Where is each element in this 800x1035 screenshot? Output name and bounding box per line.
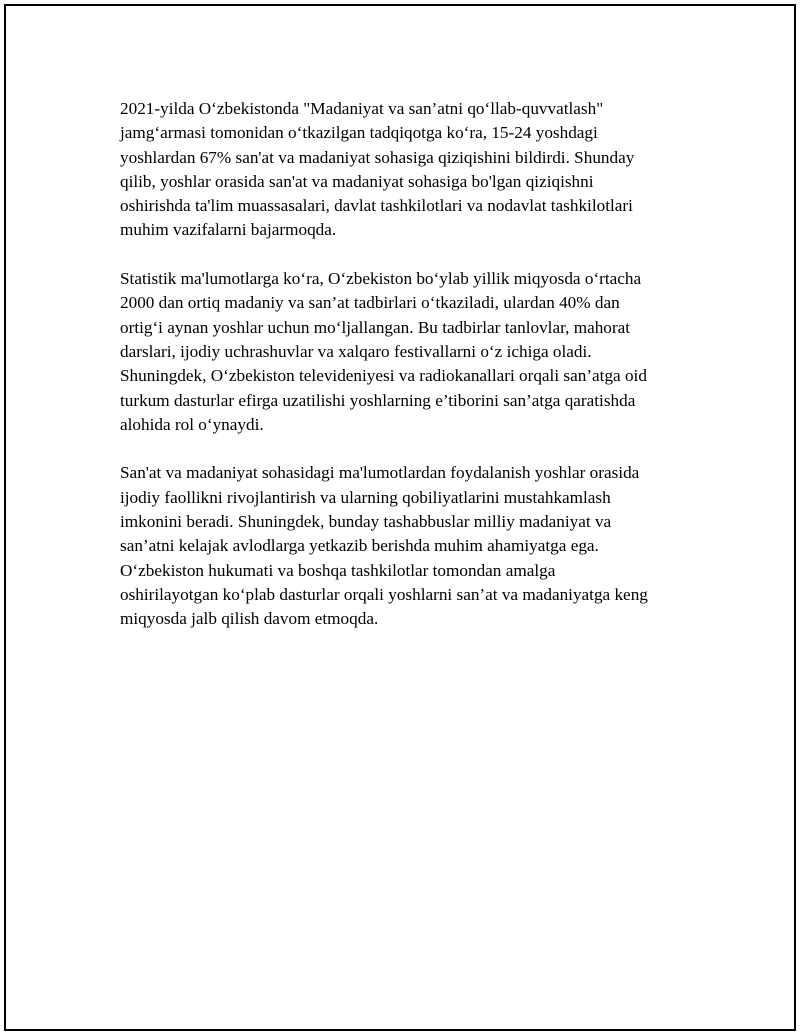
text-line: miqyosda jalb qilish davom etmoqda. bbox=[120, 609, 379, 629]
text-line: jamg‘armasi tomonidan o‘tkazilgan tadqiqotga ko‘ra, 15-24 yoshdagi bbox=[120, 123, 598, 143]
text-line: imkonini beradi. Shuningdek, bunday tashabbuslar milliy madaniyat va bbox=[120, 512, 612, 532]
paragraph-2 bbox=[120, 267, 700, 437]
text-line: san’atni kelajak avlodlarga yetkazib berishda muhim ahamiyatga ega. bbox=[120, 536, 599, 556]
text-line: oshirilayotgan ko‘plab dasturlar orqali yoshlarni san’at va madaniyatga keng bbox=[120, 584, 648, 604]
text-line: ijodiy faollikni rivojlantirish va ularning qobiliyatlarini mustahkamlash bbox=[120, 487, 611, 507]
text-line: 2021-yilda O‘zbekistonda "Madaniyat va san’atni qo‘llab-quvvatlash" bbox=[120, 99, 604, 118]
text-line: oshirishda ta'lim muassasalari, davlat tashkilotlari va nodavlat tashkilotlari bbox=[120, 196, 633, 216]
text-line: Statistik ma'lumotlarga ko‘ra, O‘zbekiston bo‘ylab yillik miqyosda o‘rtacha bbox=[120, 269, 642, 289]
text-line: muhim vazifalarni bajarmoqda. bbox=[120, 220, 337, 240]
text-line: San'at va madaniyat sohasidagi ma'lumotlardan foydalanish yoshlar orasida bbox=[120, 463, 640, 483]
text-line: darslari, ijodiy uchrashuvlar va xalqaro festivallarni o‘z ichiga oladi. bbox=[120, 341, 592, 361]
text-line: 2000 dan ortiq madaniy va san’at tadbirlari o‘tkaziladi, ulardan 40% dan bbox=[120, 293, 620, 313]
text-line: alohida rol o‘ynaydi. bbox=[120, 414, 264, 434]
text-line: O‘zbekiston hukumati va boshqa tashkilotlar tomondan amalga bbox=[120, 560, 556, 580]
paragraph-1 bbox=[120, 97, 700, 243]
text-line: yoshlardan 67% san'at va madaniyat sohasiga qiziqishini bildirdi. Shunday bbox=[120, 147, 635, 167]
text-line: qilib, yoshlar orasida san'at va madaniyat sohasiga bo'lgan qiziqishni bbox=[120, 171, 594, 191]
document-page bbox=[4, 4, 796, 1031]
text-line: turkum dasturlar efirga uzatilishi yoshlarning e’tiborini san’atga qaratishda bbox=[120, 390, 636, 410]
document-body bbox=[120, 97, 700, 656]
paragraph-3 bbox=[120, 461, 700, 631]
text-line: Shuningdek, O‘zbekiston televideniyesi va radiokanallari orqali san’atga oid bbox=[120, 366, 647, 386]
text-line: ortig‘i aynan yoshlar uchun mo‘ljallangan. Bu tadbirlar tanlovlar, mahorat bbox=[120, 317, 631, 337]
